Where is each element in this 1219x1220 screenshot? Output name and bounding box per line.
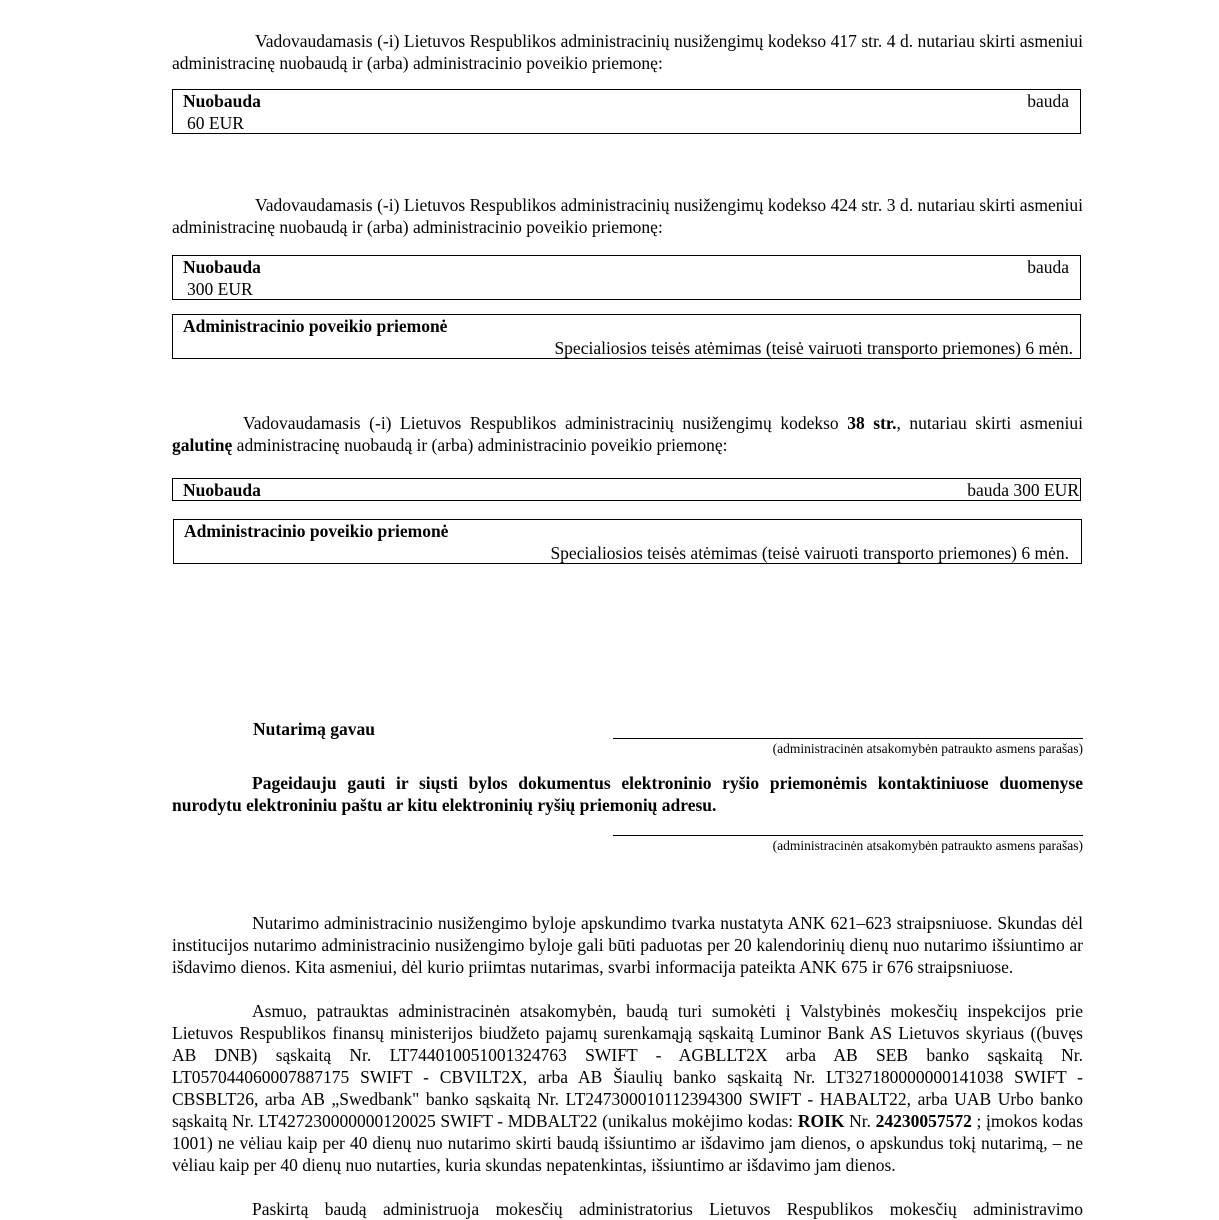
received-label: Nutarimą gavau: [253, 719, 376, 739]
section1-paragraph: Vadovaudamasis (-i) Lietuvos Respublikos administracinių nusižengimų kodekso 417 str. 4 d. nutariau skirti asmeniui administracinę nuobaudą ir (arba) administracinio poveikio priemonę:: [172, 31, 1083, 73]
penalty-value: bauda 300 EUR: [967, 480, 1079, 500]
final-emphasis: galutinę: [172, 435, 233, 455]
text-run: , nutariau skirti asmeniui: [896, 413, 1083, 433]
section2-measure-box: [172, 314, 1081, 359]
appeal-info-paragraph: Nutarimo administracinio nusižengimo byloje apskundimo tvarka nustatyta ANK 621–623 straipsniuose. Skundas dėl institucijos nutarimo administracinio nusižengimo byloje gali būti paduotas per 20 kalendorinių dienų nuo nutarimo išsiuntimo ar išdavimo dienos. Kita asmeniui, dėl kurio priimtas nutarimas, svarbi informacija pateikta ANK 675 ir 676 straipsniuose.: [172, 913, 1083, 977]
measure-label: Administracinio poveikio priemonė: [184, 521, 449, 541]
signature-line: [613, 738, 1083, 739]
payment-code-prefix: ROIK: [797, 1111, 845, 1131]
section3-penalty-box: [172, 478, 1081, 501]
signature-caption: (administracinėn atsakomybėn patraukto asmens parašas): [772, 838, 1083, 853]
section3-paragraph: [172, 412, 1083, 456]
electronic-request: Pageidauju gauti ir siųsti bylos dokumentus elektroninio ryšio priemonėmis kontaktiniuose duomenyse nurodytu elektroniniu paštu ar kitu elektroninių ryšių priemonių adresu.: [172, 773, 1083, 815]
payment-info-paragraph: [172, 1000, 1083, 1176]
penalty-amount: 60 EUR: [187, 113, 244, 133]
penalty-type: bauda: [1027, 91, 1069, 111]
section2-paragraph: Vadovaudamasis (-i) Lietuvos Respublikos administracinių nusižengimų kodekso 424 str. 3 d. nutariau skirti asmeniui administracinę nuobaudą ir (arba) administracinio poveikio priemonę:: [172, 195, 1083, 237]
penalty-type: bauda: [1027, 257, 1069, 277]
measure-label: Administracinio poveikio priemonė: [183, 316, 448, 336]
text-run: Nr.: [844, 1111, 876, 1131]
penalty-label: Nuobauda: [183, 257, 261, 277]
text-run: Asmuo, patrauktas administracinėn atsakomybėn, baudą turi sumokėti į Valstybinės mokesčių inspekcijos prie Lietuvos Respublikos finansų ministerijos biudžeto pajamų surenkamąją sąskaitą Luminor Bank AS Lietuvos skyriaus ((buvęs AB DNB) sąskaitą Nr. LT744010051001324763 SWIFT - AGBLLT2X arba AB SEB banko sąskaitą Nr. LT057044060007887175 SWIFT - CBVILT2X, arba AB Šiaulių banko sąskaitą Nr. LT327180000000141038 SWIFT - CBSBLT26, arba AB „Swedbank" banko sąskaitą Nr. LT247300010112394300 SWIFT - HABALT22, arba UAB Urbo banko sąskaitą Nr. LT427230000000120025 SWIFT - MDBALT22 (unikalus mokėjimo kodas:: [172, 1001, 1083, 1131]
penalty-amount: 300 EUR: [187, 279, 253, 299]
measure-value: Specialiosios teisės atėmimas (teisė vairuoti transporto priemones) 6 mėn.: [550, 543, 1069, 563]
signature-line: [613, 835, 1083, 836]
text-run: ; įmokos kodas 1001) ne vėliau kaip per 40 dienų nuo nutarimo skirti baudą išsiuntimo ar išdavimo jam dienos, o apskundus tokį nutarimą, – ne vėliau kaip per 40 dienų nuo nutarties, kuria skundas nepatenkintas, išsiuntimo ar išdavimo jam dienos.: [172, 1111, 1084, 1175]
signature-caption: (administracinėn atsakomybėn patraukto asmens parašas): [772, 741, 1083, 756]
measure-value: Specialiosios teisės atėmimas (teisė vairuoti transporto priemones) 6 mėn.: [554, 338, 1073, 358]
text-run: administracinę nuobaudą ir (arba) administracinio poveikio priemonę:: [232, 435, 728, 455]
section1-penalty-box: [172, 89, 1081, 134]
penalty-label: Nuobauda: [183, 480, 261, 500]
section3-measure-box: [173, 519, 1082, 564]
article-ref: 38 str.: [847, 413, 897, 433]
text-run: Vadovaudamasis (-i) Lietuvos Respublikos administracinių nusižengimų kodekso: [243, 413, 848, 433]
section2-penalty-box: [172, 255, 1081, 300]
penalty-label: Nuobauda: [183, 91, 261, 111]
payment-code-number: 24230057572: [875, 1111, 972, 1131]
administration-info-paragraph: Paskirtą baudą administruoja mokesčių administratorius Lietuvos Respublikos mokesčių administravimo: [252, 1199, 1083, 1219]
